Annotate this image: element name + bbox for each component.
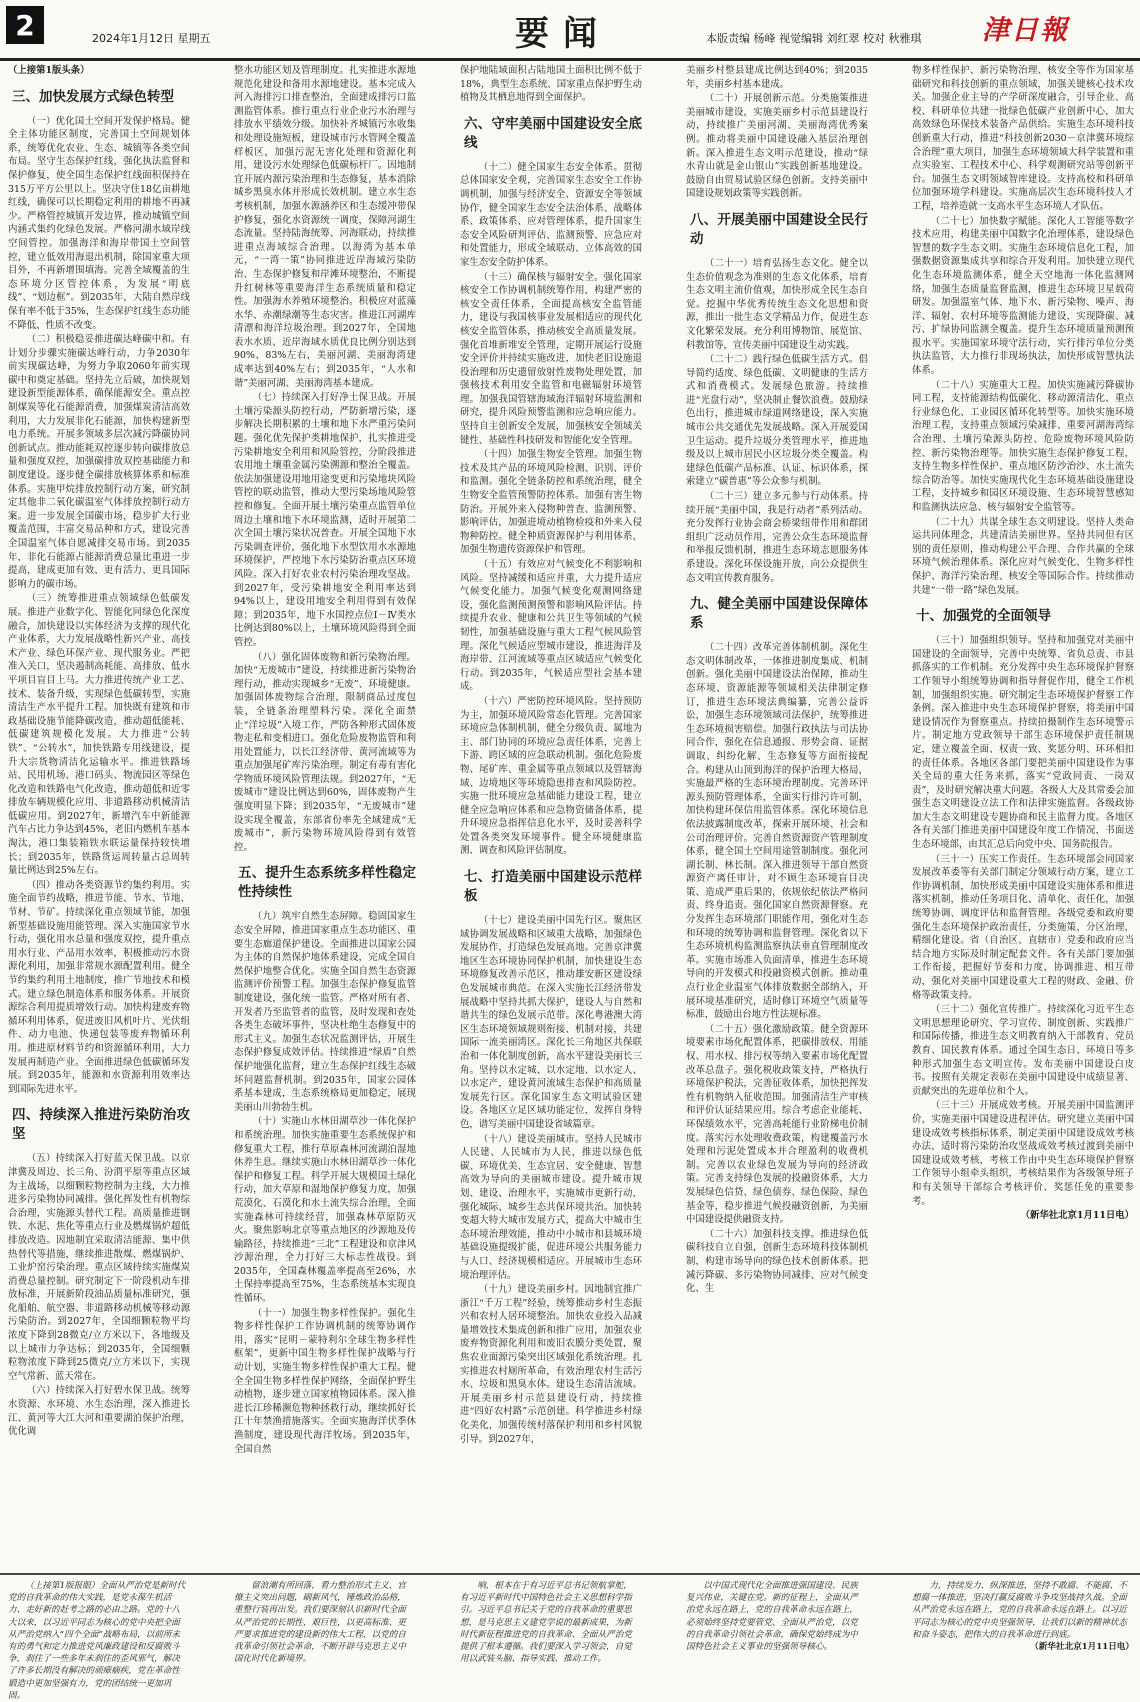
lower-column-3 xyxy=(460,1580,638,1663)
lower-paragraph: 力，持续发力、纵深推进，坚持不敢腐、不能腐、不想腐一体推进，坚决打赢反腐败斗争攻坚战持久战。全面从严治党永远在路上，党的自我革命永远在路上。以习近平同志为核心的党中央坚强领导，让我们以新的精神状态和奋斗姿态，把伟大的自我革命进行到底。 xyxy=(912,1581,1127,1640)
paragraph: （十六）严密防控环境风险。坚持预防为主，加强环境风险常态化管理。完善国家环境应急体制机制，健全分级负责、属地为主、部门协同的环境应急责任体系，完善上下游、跨区域的应急联动机制。强化危险废物、尾矿库、重金属等重点领域以及管辖海域、边境地区等环境隐患排查和风险防控。实施一批环境应急基础能力建设工程，建立健全应急响应体系和应急物资储备体系，提升环境应急指挥信息化水平，及时妥善科学处置各类突发环境事件。健全环境健康监测、调查和风险评估制度。 xyxy=(460,695,642,857)
section-title: 要闻 xyxy=(515,14,611,54)
paragraph: （十五）有效应对气候变化不利影响和风险。坚持减缓和适应并重，大力提升适应气候变化能力。加强气候变化观测网络建设，强化监测预测预警和影响风险评估。持续提升农业、健康和公共卫生等领域的气候韧性，加强基础设施与重大工程气候风险管理。深化气候适应型城市建设，推进海洋及海岸带、江河流域等重点区域适应气候变化行动。到2035年，气候适应型社会基本建成。 xyxy=(460,559,642,693)
lower-column-5 xyxy=(912,1580,1134,1663)
issue-date: 2024年1月12日 星期五 xyxy=(92,32,211,45)
lower-article xyxy=(0,1580,1140,1701)
section-heading: 八、开展美丽中国建设全民行动 xyxy=(690,211,868,247)
paragraph: （二十七）加快数字赋能。深化人工智能等数字技术应用，构建美丽中国数字化治理体系，建设绿色智慧的数字生态文明。实施生态环境信息化工程，加强数据资源集成共享和综合开发利用。加快建立现代化生态环境监测体系，健全天空地海一体化监测网络，加强生态质量监督监测，推进生态环境卫星载荷研发。加强温室气体、地下水、新污染物、噪声、海洋、辐射、农村环境等监测能力建设，实现降碳、减污、扩绿协同监测全覆盖。提升生态环境质量预测预报水平。实施国家环境守法行动，实行排污单位分类执法监管，大力推行非现场执法，加快形成智慧执法体系。 xyxy=(912,215,1134,377)
paragraph: （十四）加强生物安全管理。加强生物技术及其产品的环境风险检测、识别、评价和监测。强化全链条防控和系统治理，健全生物安全监管预警防控体系。加强有害生物防治。开展外来入侵物种普查、监测预警、影响评估，加强进境动植物检疫和外来入侵物种防控。健全种质资源保护与利用体系，加强生物遗传资源保护和管理。 xyxy=(460,449,642,556)
paragraph: （三十）加强组织领导。坚持和加强党对美丽中国建设的全面领导，完善中央统筹、省负总责、市县抓落实的工作机制。充分发挥中央生态环境保护督察工作领导小组统筹协调和指导督促作用，健全工作机制，加强组织实施。研究制定生态环境保护督察工作条例。深入推进中央生态环境保护督察，将美丽中国建设情况作为督察重点。持续拍摄制作生态环境警示片。制定地方党政领导干部生态环境保护责任制规定，建立覆盖全面、权责一致、奖惩分明、环环相扣的责任体系。各地区各部门要把美丽中国建设作为事关全局的重大任务来抓，落实“党政同责、一岗双责”，及时研究解决重大问题。各级人大及其常委会加强生态文明建设立法工作和法律实施监督。各级政协加大生态文明建设专题协商和民主监督力度。各地区各有关部门推进美丽中国建设年度工作情况，书面送生态环境部，由其汇总后向党中央、国务院报告。 xyxy=(912,635,1134,851)
section-heading: 十、加强党的全面领导 xyxy=(916,608,1051,625)
lower-column-2 xyxy=(234,1580,412,1663)
masthead xyxy=(0,0,1140,61)
paragraph: 保护地陆域面积占陆地国土面积比例不低于18%，典型生态系统、国家重点保护野生动植物及其栖息地得到全面保护。 xyxy=(460,65,642,104)
paragraph: （二十五）强化激励政策。健全资源环境要素市场化配置体系，把碳排放权、用能权、用水权、排污权等纳入要素市场化配置改革总盘子。强化税收政策支持，严格执行环境保护税法，完善征收体系，加快把挥发性有机物纳入征收范围。加强清洁生产审核和评价认证结果应用。综合考虑企业能耗、环保绩效水平，完善高耗能行业阶梯电价制度。落实污水处理收费政策，构建覆盖污水处理和污泥处置成本并合理盈利的收费机制。完善以农业绿色发展为导向的经济政策。完善支持绿色发展的投融资体系，大力发展绿色信贷、绿色债券、绿色保险、绿色基金等，稳步推进气候投融资创新，为美丽中国建设提供融资支持。 xyxy=(686,1023,868,1226)
section-heading: 六、守牢美丽中国建设安全底线 xyxy=(464,115,642,151)
paragraph: （二）积极稳妥推进碳达峰碳中和。有计划分步骤实施碳达峰行动，力争2030年前实现碳达峰，为努力争取2060年前实现碳中和奠定基础。坚持先立后破，加快规划建设新型能源体系，确保能源安全。重点控制煤炭等化石能源消费，加强煤炭清洁高效利用，大力发展非化石能源，加快构建新型电力系统。开展多领域多层次减污降碳协同创新试点。推动能耗双控逐步转向碳排放总量和强度双控，加强碳排放双控基础能力和制度建设。逐步健全碳排放核算体系和标准体系。实施甲烷排放控制行动方案，研究制定其他非二氧化碳温室气体排放控制行动方案。进一步发展全国碳市场，稳步扩大行业覆盖范围，丰富交易品种和方式，建设完善全国温室气体自愿减排交易市场。到2035年，非化石能源占能源消费总量比重进一步提高，建成更加有效、更有活力、更具国际影响力的碳市场。 xyxy=(8,334,190,590)
article-column-3 xyxy=(460,64,642,1570)
paragraph: （八）强化固体废物和新污染物治理。加快“无废城市”建设，持续推进新污染物治理行动，推动实现城乡“无废”、环境健康。加强固体废物综合治理，限制商品过度包装，全链条治理塑料污染。深化全面禁止“洋垃圾”入境工作，严防各种形式固体废物走私和变相进口。强化危险废物监管和利用处置能力，以长江经济带、黄河流域等为重点加强尾矿库污染治理。制定有毒有害化学物质环境风险管理法规。到2027年，“无废城市”建设比例达到60%，固体废物产生强度明显下降；到2035年，“无废城市”建设实现全覆盖，东部省份率先全域建成“无废城市”，新污染物环境风险得到有效管控。 xyxy=(234,651,416,853)
continued-note: （上接第1版头条） xyxy=(8,65,90,76)
page-number: 2 xyxy=(6,6,44,44)
paragraph: （九）筑牢自然生态屏障。稳固国家生态安全屏障，推进国家重点生态功能区、重要生态廊道保护建设。全面推进以国家公园为主体的自然保护地体系建设，完成全国自然保护地整合优化。实施全国自然生态资源监测评价预警工程。加强生态保护修复监管制度建设，强化统一监管。严格对所有者、开发者乃至监管者的监管，及时发现和查处各类生态破坏事件，坚决杜绝生态修复中的形式主义。加强生态状况监测评估，开展生态保护修复成效评估。持续推进“绿盾”自然保护地强化监督，建立生态保护红线生态破坏问题监督机制。到2035年，国家公园体系基本建成，生态系统格局更加稳定，展现美丽山川勃勃生机。 xyxy=(234,911,416,1113)
paragraph: （二十六）加强科技支撑。推进绿色低碳科技自立自强，创新生态环境科技体制机制，构建市场导向的绿色技术创新体系。把减污降碳、多污染物协同减排、应对气候变化、生 xyxy=(686,1228,868,1295)
article-column-5 xyxy=(912,64,1134,1570)
paragraph: （二十八）实施重大工程。加快实施减污降碳协同工程，支持能源结构低碳化、移动源清洁化、重点行业绿色化、工业园区循环化转型等。加快实施环境治理工程，支持重点领域污染减排、重要河湖海湾综合治理、土壤污染源头防控、危险废物环境风险防控、新污染物治理等。加快实施生态保护修复工程，支持生物多样性保护、重点地区防沙治沙、水土流失综合防治等。加快实施现代化生态环境基础设施建设工程，支持城乡和园区环境设施、生态环境智慧感知和监测执法应急、核与辐射安全监管等。 xyxy=(912,379,1134,513)
paragraph: （二十九）共谋全球生态文明建设。坚持人类命运共同体理念，共建清洁美丽世界。坚持共同但有区别的责任原则，推动构建公平合理、合作共赢的全球环境气候治理体系。深化应对气候变化、生物多样性保护、海洋污染治理、核安全等国际合作。持续推动共建“一带一路”绿色发展。 xyxy=(912,516,1134,596)
paragraph: （十三）确保核与辐射安全。强化国家核安全工作协调机制统筹作用，构建严密的核安全责任体系，全面提高核安全监管能力，建设与我国核事业发展相适应的现代化核安全监管体系，推动核安全高质量发展。强化首堆新堆安全管理，定期开展运行设施安全评价并持续实施改进，加快老旧设施退役治理和历史遗留放射性废物处理处置，加强核技术利用安全监管和电磁辐射环境管理。加强我国管辖海域海洋辐射环境监测和研究，提升风险预警监测和应急响应能力。坚持自主创新安全发展，加强核安全领域关键性、基础性科技研发和智能化安全管理。 xyxy=(460,271,642,446)
paragraph: 美丽乡村整县建成比例达到40%；到2035年，美丽乡村基本建成。 xyxy=(686,65,868,90)
paragraph: （二十四）改革完善体制机制。深化生态文明体制改革，一体推进制度集成、机制创新。强化美丽中国建设法治保障，推动生态环境、资源能源等领域相关法律制定修订，推进生态环境法典编纂，完善公益诉讼，加强生态环境领域司法保护，统筹推进生态环境损害赔偿。加强行政执法与司法协同合作，强化在信息通报、形势会商、证据调取、纠纷化解、生态修复等方面衔接配合。构建从山顶到海洋的保护治理大格局，实施最严格的生态环境治理制度。完善环评源头预防管理体系，全面实行排污许可制，加快构建环保信用监管体系。深化环境信息依法披露制度改革，探索开展环境、社会和公司治理评价。完善自然资源资产管理制度体系，健全国土空间用途管制制度。强化河湖长制、林长制。深入推进领导干部自然资源资产离任审计，对不顾生态环境盲目决策、造成严重后果的，依规依纪依法严格问责、终身追责。强化国家自然资源督察。充分发挥生态环境部门职能作用，强化对生态和环境的统筹协调和监督管理。深化省以下生态环境机构监测监察执法垂直管理制度改革。实施市场准入负面清单，推进生态环境导向的开发模式和投融资模式创新。推动重点行业企业温室气体排放数据全部纳入，开展环境基准研究，适时修订环境空气质量等标准，鼓励出台地方性法规标准。 xyxy=(686,642,868,1021)
paragraph: （十八）建设美丽城市。坚持人民城市人民建、人民城市为人民，推进以绿色低碳、环境优美、生态宜居、安全健康、智慧高效为导向的美丽城市建设。提升城市规划、建设、治理水平，实施城市更新行动，强化城际、城乡生态共保环境共治。加快转变超大特大城市发展方式，提高大中城市生态环境治理效能，推动中小城市和县城环境基础设施提级扩能，促进环境公共服务能力与人口、经济规模相适应。开展城市生态环境治理评估。 xyxy=(460,1133,642,1281)
paragraph: （二十二）践行绿色低碳生活方式。倡导简约适度、绿色低碳、文明健康的生活方式和消费模式。发展绿色旅游。持续推进“光盘行动”，坚决制止餐饮浪费。鼓励绿色出行，推进城市绿道网络建设，深入实施城市公共交通优先发展战略。深入开展爱国卫生运动。提升垃圾分类管理水平，推进地级及以上城市居民小区垃圾分类全覆盖。构建绿色低碳产品标准、认证、标识体系，探索建立“碳普惠”等公众参与机制。 xyxy=(686,354,868,488)
newspaper-logo: 津日報 xyxy=(982,15,1069,46)
paragraph: （三十二）强化宣传推广。持续深化习近平生态文明思想理论研究、学习宣传、制度创新、实践推广和国际传播，推进生态文明教育纳入干部教育、党员教育、国民教育体系。通过全国生态日、环境日等多种形式加强生态文明宣传。发布美丽中国建设白皮书。按照有关规定表彰在美丽中国建设中成绩显著、贡献突出的先进单位和个人。 xyxy=(912,1004,1134,1097)
article-column-4 xyxy=(686,64,868,1570)
paragraph: （三）统筹推进重点领域绿色低碳发展。推进产业数字化、智能化同绿色化深度融合，加快建设以实体经济为支撑的现代化产业体系，大力发展战略性新兴产业、高技术产业、绿色环保产业、现代服务业。严把准入关口，坚决遏制高耗能、高排放、低水平项目盲目上马。大力推进传统产业工艺、技术、装备升级，实现绿色低碳转型，实施清洁生产水平提升工程。加快既有建筑和市政基础设施节能降碳改造，推动超低能耗、低碳建筑规模化发展。大力推进“公转铁”、“公转水”，加快铁路专用线建设，提升大宗货物清洁化运输水平。推进铁路场站、民用机场、港口码头、物流园区等绿色化改造和铁路电气化改造，推动超低和近零排放车辆规模化应用、非道路移动机械清洁低碳应用。到2027年，新增汽车中新能源汽车占比力争达到45%，老旧内燃机车基本淘汰，港口集装箱铁水联运量保持较快增长；到2035年，铁路货运周转量占总周转量比例达到25%左右。 xyxy=(8,593,190,877)
lower-paragraph: 以中国式现代化全面推进强国建设、民族复兴伟业，关键在党。新的征程上，全面从严治党永远在路上，党的自我革命永远在路上，必须始终坚持党要管党、全面从严治党，以党的自我革命引领社会革命，确保党始终成为中国特色社会主义事业的坚强领导核心。 xyxy=(686,1581,858,1653)
paragraph: （五）持续深入打好蓝天保卫战。以京津冀及周边、长三角、汾渭平原等重点区域为主战场，以细颗粒物控制为主线，大力推进多污染物协同减排。强化挥发性有机物综合治理，实施源头替代工程。高质量推进钢铁、水泥、焦化等重点行业及燃煤锅炉超低排放改造。因地制宜采取清洁能源、集中供热替代等措施，继续推进散煤、燃煤锅炉、工业炉窑污染治理。重点区域持续实施煤炭消费总量控制。研究制定下一阶段机动车排放标准，开展新阶段油品质量标准研究，强化船舶、航空器、非道路移动机械等移动源污染防治。到2027年，全国细颗粒物平均浓度下降到28微克/立方米以下，各地级及以上城市力争达标；到2035年，全国细颗粒物浓度下降到25微克/立方米以下，实现空气常新、蓝天常在。 xyxy=(8,1153,190,1382)
paragraph: （七）持续深入打好净土保卫战。开展土壤污染源头防控行动，严防新增污染，逐步解决长期积累的土壤和地下水严重污染问题。强化优先保护类耕地保护，扎实推进受污染耕地安全利用和风险管控，分阶段推进农用地土壤重金属污染溯源和整治全覆盖。依法加强建设用地用途变更和污染地块风险管控的联动监管，推动大型污染场地风险管控和修复。全面开展土壤污染重点监管单位周边土壤和地下水环境监测，适时开展第二次全国土壤污染状况普查。开展全国地下水污染调查评价，强化地下水型饮用水水源地环境保护，严控地下水污染防治重点区环境风险。深入打好农业农村污染治理攻坚战。到2027年，受污染耕地安全利用率达到94%以上，建设用地安全利用得到有效保障；到2035年，地下水国控点位Ⅰ－Ⅳ类水比例达到80%以上，土壤环境风险得到全面管控。 xyxy=(234,392,416,648)
article-column-2 xyxy=(234,64,416,1570)
paragraph: （六）持续深入打好碧水保卫战。统筹水资源、水环境、水生态治理，深入推进长江、黄河等大江大河和重要湖泊保护治理，优化调 xyxy=(8,1385,190,1438)
paragraph: 整水功能区划及管理制度。扎实推进水源地规范化建设和备用水源地建设。基本完成入河入海排污口排查整治，全面建成排污口监测监管体系。推行重点行业企业污水治理与排放水平绩效分级。加快补齐城镇污水收集和处理设施短板，建设城市污水管网全覆盖样板区，加强污泥无害化处理和资源化利用，建设污水处理绿色低碳标杆厂。因地制宜开展内源污染治理和生态修复，基本消除城乡黑臭水体并形成长效机制。建立水生态考核机制，加强水源涵养区和生态缓冲带保护修复，强化水资源统一调度，保障河湖生态流量。坚持陆海统筹、河海联动，持续推进重点海域综合治理。以海湾为基本单元，“一湾一策”协同推进近岸海域污染防治、生态保护修复和岸滩环境整治，不断提升红树林等重要海洋生态系统质量和稳定性。加强海水养殖环境整治。积极应对蓝藻水华、赤潮绿潮等生态灾害。推进江河湖库清漂和海洋垃圾治理。到2027年，全国地表水水质、近岸海域水质优良比例分别达到90%、83%左右，美丽河湖、美丽海湾建成率达到40%左右；到2035年，“人水和谐”美丽河湖、美丽海湾基本建成。 xyxy=(234,65,416,389)
paragraph: 物多样性保护、新污染物治理、核安全等作为国家基础研究和科技创新的重点领域，加强关键核心技术攻关。加强企业主导的产学研深度融合，引导企业、高校、科研单位共建一批绿色低碳产业创新中心，加大高效绿色环保技术装备产品供给。实施生态环境科技创新重大行动，推进“科技创新2030－京津冀环境综合治理”重大项目，加强生态环境领域大科学装置和重点实验室、工程技术中心、科学观测研究站等创新平台。加强生态文明领域智库建设。支持高校和科研单位加强环境学科建设。实施高层次生态环境科技人才工程，培养造就一支高水平生态环境人才队伍。 xyxy=(912,65,1134,212)
paragraph: （十二）健全国家生态安全体系。贯彻总体国家安全观，完善国家生态安全工作协调机制，加强与经济安全、资源安全等领域协作，健全国家生态安全法治体系、战略体系、政策体系、应对管理体系，提升国家生态安全风险研判评估、监测预警、应急应对和处置能力，形成全域联动、立体高效的国家生态安全防护体系。 xyxy=(460,161,642,268)
byline-signature: （新华社北京1月11日电） xyxy=(1020,1210,1134,1222)
paragraph: （十）实施山水林田湖草沙一体化保护和系统治理。加快实施重要生态系统保护和修复重大工程，推行草原森林河流湖泊湿地休养生息。继续实施山水林田湖草沙一体化保护和修复工程。科学开展大规模国土绿化行动，加大草原和湿地保护修复力度，加强荒漠化、石漠化和水土流失综合治理，全面实施森林可持续经营，加强森林草原防灭火。聚焦影响北京等重点地区的沙源地及传输路径，持续推进“三北”工程建设和京津风沙源治理，全力打好三大标志性战役。到2035年，全国森林覆盖率提高至26%，水土保持率提高至75%，生态系统基本实现良性循环。 xyxy=(234,1116,416,1305)
paragraph: （四）推动各类资源节约集约利用。实施全面节约战略，推进节能、节水、节地、节材、节矿。持续深化重点领域节能，加强新型基础设施用能管理。深入实施国家节水行动，强化用水总量和强度双控，提升重点用水行业、产品用水效率，积极推动污水资源化利用，加强非常规水源配置利用。健全节约集约利用土地制度，推广节地技术和模式。建立绿色制造体系和服务体系。开展资源综合利用提质增效行动。加快构建废弃物循环利用体系，促进废旧风机叶片、光伏组件、动力电池、快递包装等废弃物循环利用。推进原材料节约和资源循环利用，大力发展再制造产业。全面推进绿色低碳循环发展。到2035年，能源和水资源利用效率达到国际先进水平。 xyxy=(8,879,190,1095)
lower-signature: （新华社北京1月11日电） xyxy=(1030,1642,1134,1653)
lower-column-1 xyxy=(8,1580,186,1701)
paragraph: （二十一）培育弘扬生态文化。健全以生态价值观念为准则的生态文化体系，培育生态文明主流价值观，加快形成全民生态自觉。挖掘中华优秀传统生态文化思想和资源，推出一批生态文学精品力作，促进生态文化繁荣发展。充分利用博物馆、展览馆、科教馆等，宣传美丽中国建设生动实践。 xyxy=(686,257,868,351)
main-article xyxy=(0,64,1140,1570)
section-heading: 三、加快发展方式绿色转型 xyxy=(12,88,174,105)
article-column-1 xyxy=(8,64,190,1570)
paragraph: （十九）建设美丽乡村。因地制宜推广浙江“千万工程”经验，统筹推动乡村生态振兴和农村人居环境整治。加快农业投入品减量增效技术集成创新和推广应用，加强农业废弃物资源化利用和废旧农膜分类处置，聚焦农业面源污染突出区域强化系统治理。扎实推进农村厕所革命，有效治理农村生活污水、垃圾和黑臭水体。建设生态清洁流域。开展美丽乡村示范县建设行动，持续推进“四好农村路”示范创建。科学推进乡村绿化美化，加强传统村落保护利用和乡村风貌引导。到2027年， xyxy=(460,1284,642,1445)
paragraph: （二十）开展创新示范。分类施策推进美丽城市建设，实施美丽乡村示范县建设行动，持续推广美丽河湖、美丽海湾优秀案例。推动将美丽中国建设融入基层治理创新。深入推进生态文明示范建设，推动“绿水青山就是金山银山”实践创新基地建设。鼓励自由贸易试验区绿色创新。支持美丽中国建设规划政策等实践创新。 xyxy=(686,93,868,200)
editor-credits: 本版责编 杨峰 视觉编辑 刘红翠 校对 秋雅琪 xyxy=(706,32,922,45)
section-heading: 九、健全美丽中国建设保障体系 xyxy=(690,596,868,632)
paragraph: （十一）加强生物多样性保护。强化生物多样性保护工作协调机制的统筹协调作用，落实“昆明－蒙特利尔全球生物多样性框架”，更新中国生物多样性保护战略与行动计划，实施生物多样性保护重大工程。健全全国生物多样性保护网络，全面保护野生动植物，逐步建立国家植物园体系。深入推进长江珍稀濒危物种拯救行动，继续抓好长江十年禁渔措施落实。全面实施海洋伏季休渔制度，建设现代海洋牧场。到2035年，全国自然 xyxy=(234,1307,416,1455)
paragraph: （十七）建设美丽中国先行区。聚焦区域协调发展战略和区域重大战略，加强绿色发展协作，打造绿色发展高地。完善京津冀地区生态环境协同保护机制，加快建设生态环境修复改善示范区，推动雄安新区建设绿色发展城市典范。在深入实施长江经济带发展战略中坚持共抓大保护，建设人与自然和谐共生的绿色发展示范带。深化粤港澳大湾区生态环境领域规则衔接、机制对接，共建国际一流美丽湾区。深化长三角地区共保联治和一体化制度创新，高水平建设美丽长三角。坚持以水定城、以水定地、以水定人、以水定产，建设黄河流域生态保护和高质量发展先行区。深化国家生态文明试验区建设。各地区立足区域功能定位，发挥自身特色，谱写美丽中国建设省域篇章。 xyxy=(460,915,642,1130)
section-heading: 四、持续深入推进污染防治攻坚 xyxy=(12,1107,190,1143)
lower-paragraph: （上接第1版报眼）全面从严治党是新时代党的自我革命的伟大实践，是党永葆生机活力、走好新的赶考之路的必由之路。党的十八大以来，以习近平同志为核心的党中央把全面从严治党纳入“四个全面”战略布局，以前所未有的勇气和定力推进党风廉政建设和反腐败斗争，刹住了一些多年未刹住的歪风邪气，解决了许多长期没有解决的顽瘴痼疾，党在革命性锻造中更加坚强有力，党的团结统一更加巩固。 xyxy=(8,1581,186,1701)
paragraph: （二十三）建立多元参与行动体系。持续开展“美丽中国，我是行动者”系列活动。充分发挥行业协会商会桥梁纽带作用和群团组织广泛动员作用，完善公众生态环境监督和举报反馈机制，推进生态环境志愿服务体系建设。深化环保设施开放，向公众提供生态文明宣传教育服务。 xyxy=(686,491,868,584)
paragraph: （三十一）压实工作责任。生态环境部会同国家发展改革委等有关部门制定分领域行动方案，建立工作协调机制，加快形成美丽中国建设实施体系和推进落实机制，推动任务项目化、清单化、责任化，加强统筹协调、调度评估和监督管理。各级党委和政府要强化生态环境保护政治责任，分类施策、分区治理，精细化建设。省（自治区、直辖市）党委和政府应当结合地方实际及时制定配套文件。各有关部门要加强工作衔接，把握好节奏和力度，协调推进、相互带动，强化对美丽中国建设重大工程的财政、金融、价格等政策支持。 xyxy=(912,853,1134,1001)
paragraph: （三十三）开展成效考核。开展美丽中国监测评价，实施美丽中国建设进程评估。研究建立美丽中国建设成效考核指标体系，制定美丽中国建设成效考核办法，适时将污染防治攻坚战成效考核过渡到美丽中国建设成效考核，考核工作由中央生态环境保护督察工作领导小组牵头组织，考核结果作为各级领导班子和有关领导干部综合考核评价、奖惩任免的重要参考。 xyxy=(912,1100,1134,1207)
section-heading: 七、打造美丽中国建设示范样板 xyxy=(464,869,642,905)
lower-column-4 xyxy=(686,1580,864,1663)
section-divider xyxy=(0,1573,1140,1575)
lower-paragraph: 留浪潮有所回落，看力整治形式主义、官僚主义突出问题，刷新风气，锤炼政治品格，重整行装再出发。我们要深刻认识新时代全面从严治党的长期性、艰巨性，以更高标准、更严要求推进党的建设新的伟大工程，以党的自我革命引领社会革命，不断开辟马克思主义中国化时代化新境界。 xyxy=(234,1581,406,1665)
paragraph: （一）优化国土空间开发保护格局。健全主体功能区制度，完善国土空间规划体系，统筹优化农业、生态、城镇等各类空间布局。坚守生态保护红线，强化执法监督和保护修复，使全国生态保护红线面积保持在315万平方公里以上。坚决守住18亿亩耕地红线，确保可以长期稳定利用的耕地不再减少。严格管控城镇开发边界，推动城镇空间内涵式集约化绿色发展。严格河湖水域岸线空间管控。加强海洋和海岸带国土空间管控，建立低效用海退出机制，除国家重大项目外，不再新增围填海。完善全域覆盖的生态环境分区管控体系，为发展“明底线”、“划边框”。到2035年，大陆自然岸线保有率不低于35%，生态保护红线生态功能不降低、性质不改变。 xyxy=(8,115,190,331)
section-heading: 五、提升生态系统多样性稳定性持续性 xyxy=(238,865,416,901)
lower-paragraph: 响，根本在于有习近平总书记领航掌舵，有习近平新时代中国特色社会主义思想科学指引。习近平总书记关于党的自我革命的重要思想，是马克思主义建党学说的最新成果，为新时代新征程推进党的自我革命、全面从严治党提供了根本遵循。我们要深入学习领会，自觉用以武装头脑、指导实践、推动工作。 xyxy=(460,1581,632,1665)
